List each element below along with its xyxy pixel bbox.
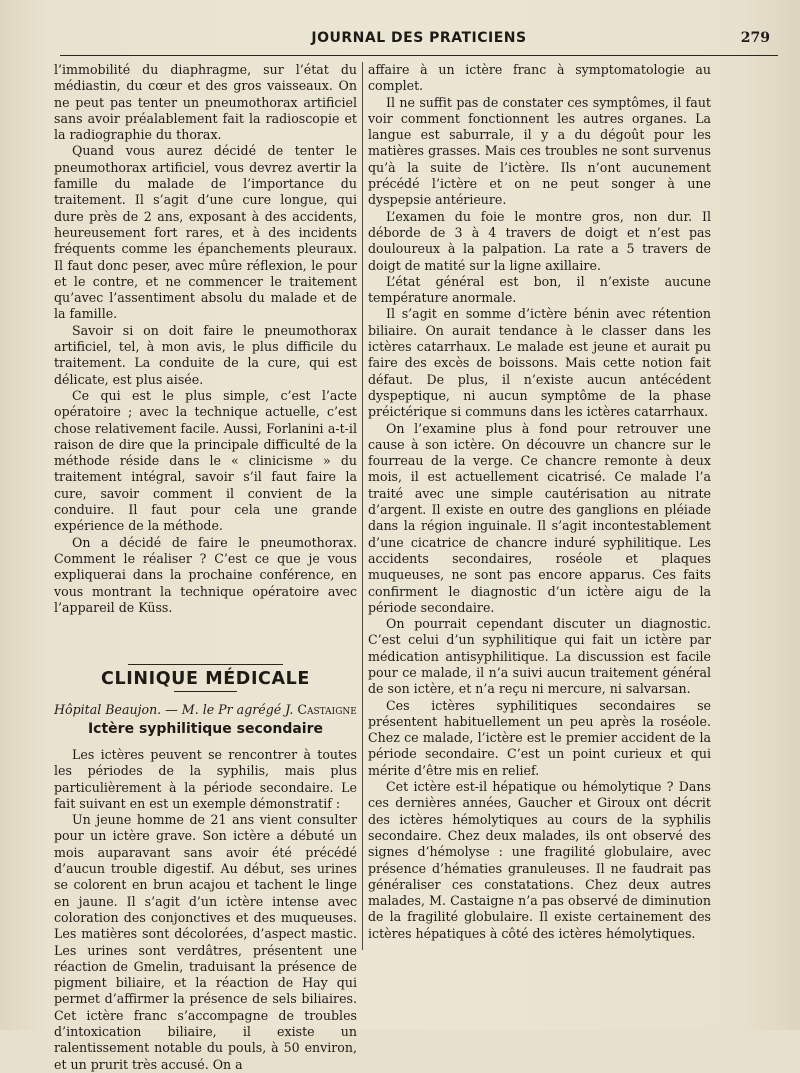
paragraph: On pourrait cependant discuter un diagnostic. C’est celui d’un syphilitique qui fait un ictère par médication antisyphilitique. La discussion est facile pour ce malade, il n’a suivi aucun traitement général de son ictère, et n’a reçu ni mercure, ni salvarsan. [368,616,711,697]
page-header [60,30,778,50]
byline-author-name: Castaigne [297,702,357,718]
header-rule [60,55,778,56]
article-byline [54,702,357,718]
paragraph: Cet ictère est-il hépatique ou hémolytique ? Dans ces dernières années, Gaucher et Giroux ont décrit des ictères hémolytiques au cours de la syphilis secondaire. Chez deux malades, ils ont observé des signes d’hémolyse : une fragilité globulaire, avec présence d’hématies granuleuses. Il ne faudrait pas généraliser ces constatations. Chez deux autres malades, M. Castaigne n’a pas observé de diminution de la fragilité globulaire. Il existe certainement des ictères hépatiques à côté des ictères hémolytiques. [368,779,711,941]
paragraph: L’examen du foie le montre gros, non dur. Il déborde de 3 à 4 travers de doigt et n’est pas douloureux à la palpation. La rate a 5 travers de doigt de matité sur la ligne axillaire. [368,208,711,273]
paragraph: Quand vous aurez décidé de tenter le pneumothorax artificiel, vous devrez avertir la famille du malade de l’importance du traitement. Il s’agit d’une cure longue, qui dure près de 2 ans, exposant à des accidents, heureusement fort rares, et à des incidents fréquents comme les épanchements pleuraux. Il faut donc peser, avec mûre réflexion, le pour et le contre, et ne commencer le traitement qu’avec l’assentiment absolu du malade et de la famille. [54,143,357,322]
running-title: JOURNAL DES PRATICIENS [311,30,527,46]
page-number: 279 [740,30,770,46]
paragraph: On l’examine plus à fond pour retrouver une cause à son ictère. On découvre un chancre sur le fourreau de la verge. Ce chancre remonte à deux mois, il est actuellement cicatrisé. Ce malade l’a traité avec une simple cautérisation au nitrate d’argent. Il existe en outre des ganglions en pléiade dans la région inguinale. Il s’agit incontestablement d’une cicatrice de chancre induré syphilitique. Les accidents secondaires, roséole et plaques muqueuses, ne sont pas encore apparus. Ces faits confirment le diagnostic d’un ictère aigu de la période secondaire. [368,420,711,615]
section-rule-top [128,664,283,665]
paragraph: Il ne suffit pas de constater ces symptômes, il faut voir comment fonctionnent les autres organes. La langue est saburrale, il y a du dégoût pour les matières grasses. Mais ces troubles ne sont survenus qu’à la suite de l’ictère. Ils n’ont aucunement précédé l’ictère et on ne peut songer à une dyspepsie antérieure. [368,94,711,208]
paragraph: L’état général est bon, il n’existe aucune température anormale. [368,273,711,306]
paragraph: Il s’agit en somme d’ictère bénin avec rétention biliaire. On aurait tendance à le classer dans les ictères catarrhaux. Le malade est jeune et aurait pu faire des excès de boissons. Mais cette notion fait défaut. De plus, il n’existe aucun antécédent dyspeptique, ni aucun symptôme de la phase préictérique si communs dans les ictères catarrhaux. [368,306,711,420]
paragraph: Les ictères peuvent se rencontrer à toutes les périodes de la syphilis, mais plus particulièrement à la période secondaire. Le fait suivant en est un exemple démonstratif : [54,746,357,811]
paragraph: On a décidé de faire le pneumothorax. Comment le réaliser ? C’est ce que je vous expliquerai dans la prochaine conférence, en vous montrant la technique opératoire avec l’appareil de Küss. [54,534,357,615]
section-title: CLINIQUE MÉDICALE [101,669,310,690]
paragraph: l’immobilité du diaphragme, sur l’état du médiastin, du cœur et des gros vaisseaux. On ne peut pas tenter un pneumothorax artificiel sans avoir préalablement fait la radioscopie et la radiographie du thorax. [54,62,357,143]
paragraph: Ce qui est le plus simple, c’est l’acte opératoire ; avec la technique actuelle, c’est chose relativement facile. Aussi, Forlanini a-t-il raison de dire que la principale difficulté de la méthode réside dans le « clinicisme » du traitement intégral, savoir s’il faut faire la cure, savoir comment il convient de la conduire. Il faut pour cela une grande expérience de la méthode. [54,387,357,534]
paragraph: Savoir si on doit faire le pneumothorax artificiel, tel, à mon avis, le plus difficile du traitement. La conduite de la cure, qui est délicate, est plus aisée. [54,322,357,387]
byline-hospital: Hôpital Beaujon. [54,702,162,718]
right-column [368,62,711,1018]
paragraph: affaire à un ictère franc à symptomatologie au complet. [368,62,711,94]
article-title: Ictère syphilitique secondaire [87,720,324,737]
byline-author-prefix: — M. le Pr agrégé J. [165,702,294,718]
section-rule-bottom [174,691,237,692]
left-column [54,62,357,1072]
paragraph: Un jeune homme de 21 ans vient consulter pour un ictère grave. Son ictère a débuté un mois auparavant sans avoir été précédé d’aucun trouble digestif. Au début, ses urines se colorent en brun acajou et tachent le linge en jaune. Il s’agit d’un ictère intense avec coloration des conjonctives et des muqueuses. Les matières sont décolorées, d’aspect mastic. Les urines sont verdâtres, présentent une réaction de Gmelin, traduisant la présence de pigment biliaire, et la réaction de Hay qui permet d’affirmer la présence de sels biliaires. Cet ictère franc s’accompagne de troubles d’intoxication biliaire, il existe un ralentissement notable du pouls, à 50 environ, et un prurit très accusé. On a [54,812,357,1072]
column-divider [362,62,363,950]
paragraph: Ces ictères syphilitiques secondaires se présentent habituellement un peu après la roséole. Chez ce malade, l’ictère est le premier accident de la période secondaire. C’est un point curieux et qui mérite d’être mis en relief. [368,697,711,778]
